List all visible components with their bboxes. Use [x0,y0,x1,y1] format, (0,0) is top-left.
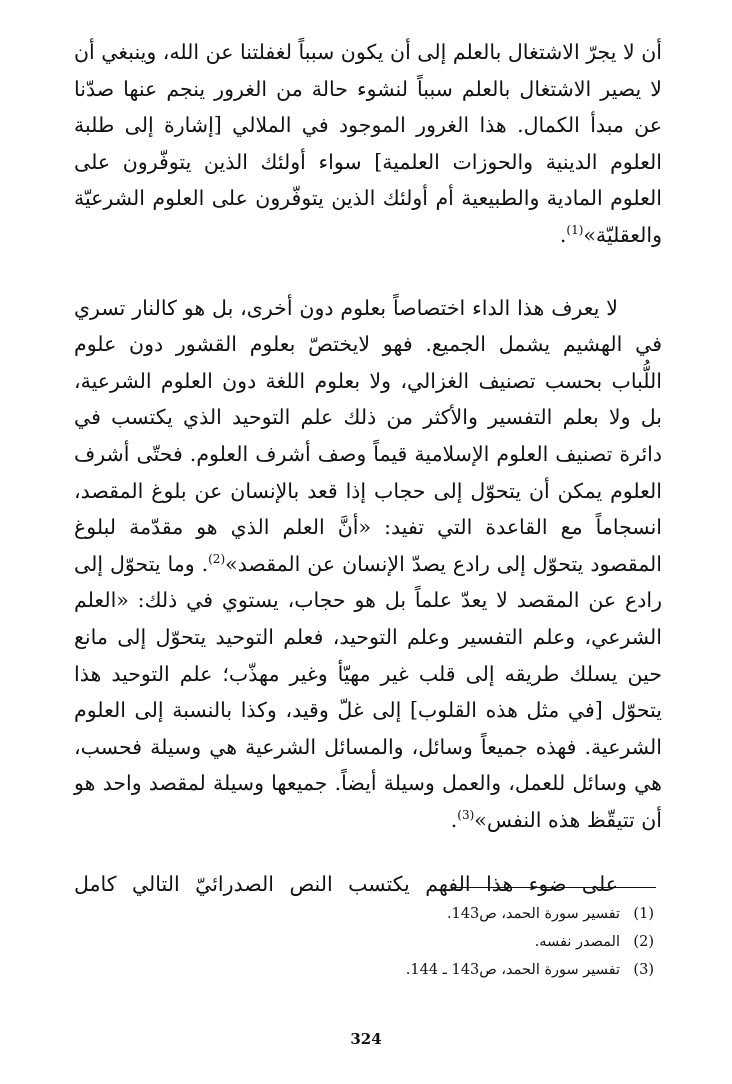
paragraph-2 [74,290,662,839]
footnote-separator [451,887,656,888]
footnote-1-text: تفسير سورة الحمد، ص143. [446,906,620,922]
footnote-2-number: (2) [633,934,654,950]
footnote-3 [234,956,654,984]
footnote-1 [234,900,654,928]
page-body [74,34,662,903]
footnotes [234,900,654,984]
footnote-2 [234,928,654,956]
footnote-3-text: تفسير سورة الحمد، ص143 ـ 144. [405,962,620,978]
footnote-ref-1: (1) [566,223,584,238]
paragraph-3-text: على ضوء هذا الفهم يكتسب النص الصدرائيّ التالي كامل [74,872,618,897]
footnote-2-text: المصدر نفسه. [534,934,620,950]
footnote-3-number: (3) [633,962,654,978]
paragraph-3 [74,866,662,903]
footnote-ref-2: (2) [208,551,226,566]
paragraph-2-text-continued: . وما يتحوّل إلى رادع عن المقصد لا يعدّ علماً بل هو حجاب، يستوي في ذلك: «العلم الشرعي، وعلم التفسير وعلم التوحيد، فعلم التوحيد يتحوّل إلى مانع حين يسلك طريقه إلى قلب غير مهيّأ وغير مهذّب؛ علم التوحيد هذا يتحوّل [في مثل هذه القلوب] إلى غلّ وقيد، وكذا بالنسبة إلى العلوم الشرعية. فهذه جميعاً وسائل، والمسائل الشرعية هي وسيلة فحسب، هي وسائل للعمل، والعمل وسيلة أيضاً. جميعها وسيلة لمقصد واحد هو أن تتيقّظ هذه النفس» [74,551,662,832]
paragraph-1-text: أن لا يجرّ الاشتغال بالعلم إلى أن يكون سبباً لغفلتنا عن الله، وينبغي أن لا يصير الاشتغال بالعلم سبباً لنشوء حالة من الغرور ينجم عنها صدّنا عن مبدأ الكمال. هذا الغرور الموجود في الملالي [إشارة إلى طلبة العلوم الدينية والحوزات العلمية] سواء أولئك الذين يتوفّرون على العلوم المادية والطبيعية أم أولئك الذين يتوفّرون على العلوم الشرعيّة والعقليّة» [74,40,662,247]
footnote-ref-3: (3) [457,808,475,823]
paragraph-1 [74,34,662,254]
paragraph-2-text: لا يعرف هذا الداء اختصاصاً بعلوم دون أخرى، بل هو كالنار تسري في الهشيم يشمل الجميع. فهو لايختصّ بعلوم القشور دون علوم اللُّباب بحسب تصنيف الغزالي، ولا بعلوم اللغة دون العلوم الشرعية، بل ولا بعلم التفسير والأكثر من ذلك علم التوحيد الذي يكتسب في دائرة تصنيف العلوم الإسلامية قيماً وصف أشرف العلوم. فحتّى أشرف العلوم يمكن أن يتحوّل إلى حجاب إذا قعد بالإنسان عن بلوغ المقصد، انسجاماً مع القاعدة التي تفيد: «أنَّ العلم الذي هو مقدّمة لبلوغ المقصود يتحوّل إلى رادع يصدّ الإنسان عن المقصد» [74,295,662,576]
footnote-1-number: (1) [633,906,654,922]
paragraph-1-tail: . [559,222,567,247]
paragraph-2-tail: . [450,807,458,832]
page-number: 324 [350,1030,382,1048]
